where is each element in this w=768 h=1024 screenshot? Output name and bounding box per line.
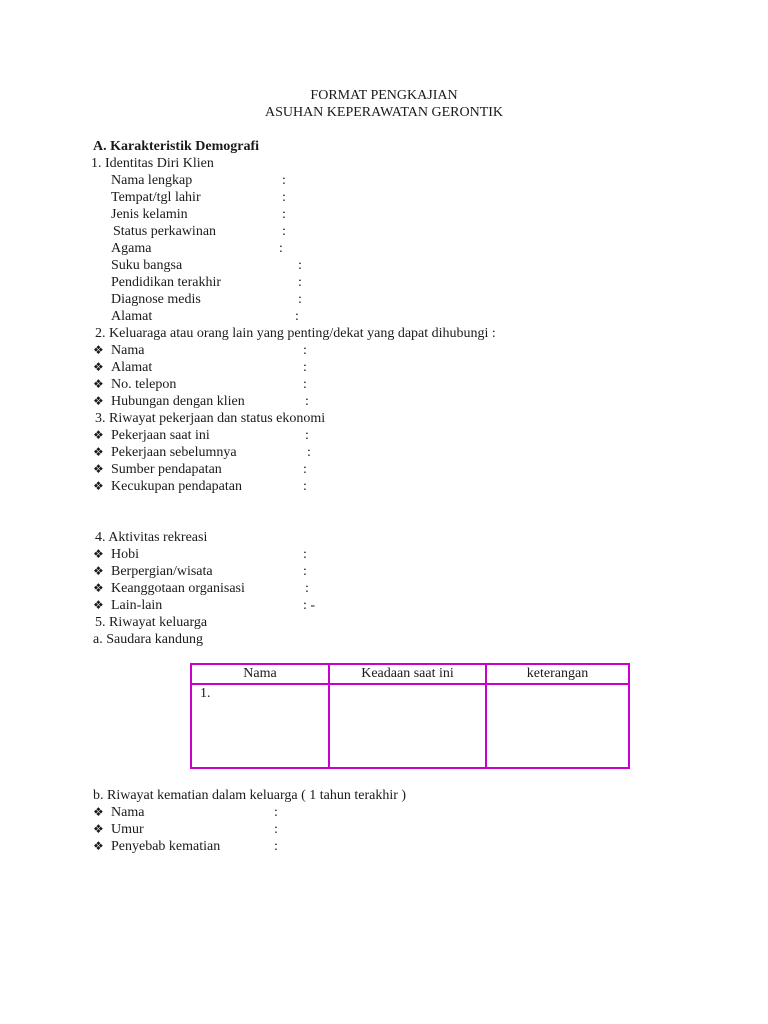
table-header-row (191, 664, 629, 684)
bullet-icon: ❖ (93, 581, 104, 595)
field-lain-lain: Lain-lain (111, 598, 163, 613)
field-colon: : (279, 241, 283, 256)
field-sumber-pendapatan: Sumber pendapatan (111, 462, 222, 477)
identitas-heading: 1. Identitas Diri Klien (91, 156, 214, 171)
bullet-icon: ❖ (93, 445, 104, 459)
header-keterangan: keterangan (486, 664, 629, 684)
field-tempat-tgl-lahir: Tempat/tgl lahir (111, 190, 201, 205)
field-nama: Nama (111, 343, 145, 358)
field-colon: : (303, 547, 307, 562)
field-colon: : (298, 258, 302, 273)
field-colon: : (303, 360, 307, 375)
riwayat-keluarga-heading: 5. Riwayat keluarga (95, 615, 208, 630)
field-pekerjaan-saat-ini: Pekerjaan saat ini (111, 428, 210, 443)
field-colon: : (307, 445, 311, 460)
field-suku-bangsa: Suku bangsa (111, 258, 183, 273)
field-jenis-kelamin: Jenis kelamin (111, 207, 188, 222)
section-a-heading: A. Karakteristik Demografi (93, 139, 260, 154)
cell-keterangan (486, 684, 629, 768)
header-nama: Nama (191, 664, 329, 684)
bullet-icon: ❖ (93, 479, 104, 493)
bullet-icon: ❖ (93, 377, 104, 391)
field-status-perkawinan: Status perkawinan (113, 224, 217, 239)
bullet-icon: ❖ (93, 428, 104, 442)
field-colon: : (298, 292, 302, 307)
field-berpergian-wisata: Berpergian/wisata (111, 564, 213, 579)
rekreasi-heading: 4. Aktivitas rekreasi (95, 530, 208, 545)
field-colon: : (282, 207, 286, 222)
riwayat-kematian-heading: b. Riwayat kematian dalam keluarga ( 1 tahun terakhir ) (93, 788, 407, 803)
table-row (191, 684, 629, 768)
header-keadaan-saat-ini: Keadaan saat ini (329, 664, 486, 684)
document-title-line2: ASUHAN KEPERAWATAN GERONTIK (264, 105, 504, 120)
bullet-icon: ❖ (93, 839, 104, 853)
field-pendidikan-terakhir: Pendidikan terakhir (111, 275, 222, 290)
field-no-telepon: No. telepon (111, 377, 177, 392)
field-colon: : (305, 581, 309, 596)
bullet-icon: ❖ (93, 343, 104, 357)
field-colon: : (298, 275, 302, 290)
field-hubungan-dengan-klien: Hubungan dengan klien (111, 394, 245, 409)
field-penyebab-kematian: Penyebab kematian (111, 839, 221, 854)
field-lain-lain-value: : - (303, 598, 316, 613)
field-hobi: Hobi (111, 547, 139, 562)
field-colon: : (303, 462, 307, 477)
field-colon: : (282, 190, 286, 205)
bullet-icon: ❖ (93, 822, 104, 836)
bullet-icon: ❖ (93, 805, 104, 819)
field-umur: Umur (111, 822, 144, 837)
field-colon: : (303, 377, 307, 392)
field-colon: : (282, 173, 286, 188)
field-alamat: Alamat (111, 309, 153, 324)
field-agama: Agama (111, 241, 152, 256)
cell-keadaan (329, 684, 486, 768)
field-colon: : (295, 309, 299, 324)
document-title-line1: FORMAT PENGKAJIAN (310, 88, 458, 103)
keluarga-heading: 2. Keluaraga atau orang lain yang penting/dekat yang dapat dihubungi : (95, 326, 496, 341)
field-colon: : (303, 564, 307, 579)
field-colon: : (303, 479, 307, 494)
field-colon: : (274, 805, 278, 820)
field-colon: : (282, 224, 286, 239)
field-colon: : (305, 428, 309, 443)
pekerjaan-heading: 3. Riwayat pekerjaan dan status ekonomi (95, 411, 326, 426)
saudara-kandung-table (190, 663, 630, 769)
bullet-icon: ❖ (93, 394, 104, 408)
field-colon: : (274, 839, 278, 854)
bullet-icon: ❖ (93, 547, 104, 561)
saudara-kandung-heading: a. Saudara kandung (93, 632, 204, 647)
field-diagnose-medis: Diagnose medis (111, 292, 201, 307)
field-colon: : (274, 822, 278, 837)
field-pekerjaan-sebelumnya: Pekerjaan sebelumnya (111, 445, 237, 460)
field-kecukupan-pendapatan: Kecukupan pendapatan (111, 479, 242, 494)
field-alamat-kontak: Alamat (111, 360, 153, 375)
cell-nama: 1. (191, 684, 329, 768)
field-keanggotaan-organisasi: Keanggotaan organisasi (111, 581, 245, 596)
bullet-icon: ❖ (93, 598, 104, 612)
field-colon: : (303, 343, 307, 358)
bullet-icon: ❖ (93, 360, 104, 374)
bullet-icon: ❖ (93, 462, 104, 476)
bullet-icon: ❖ (93, 564, 104, 578)
field-colon: : (305, 394, 309, 409)
field-nama-kematian: Nama (111, 805, 145, 820)
field-nama-lengkap: Nama lengkap (111, 173, 193, 188)
